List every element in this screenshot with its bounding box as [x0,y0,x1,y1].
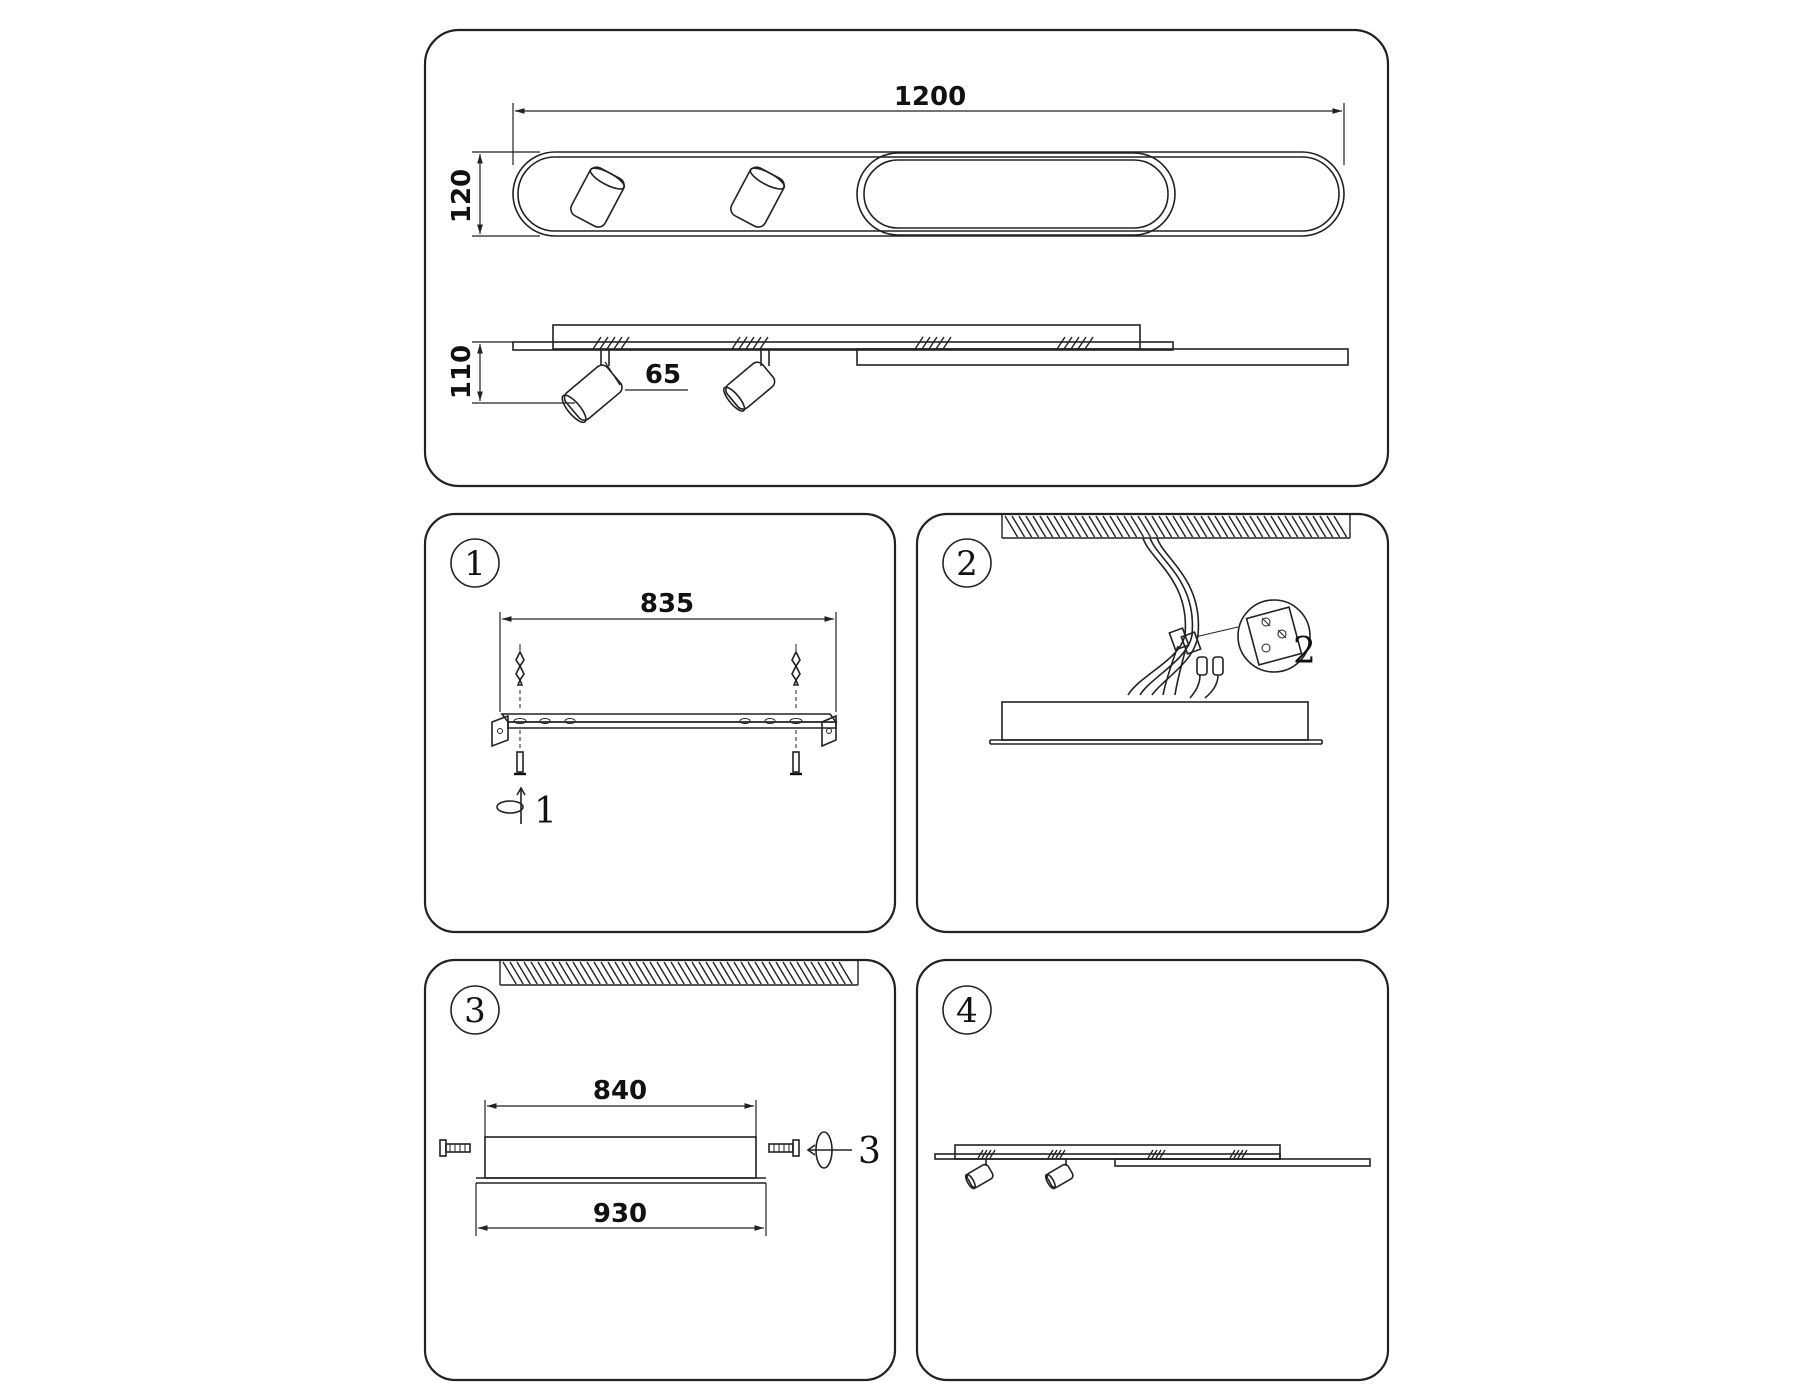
height-dimension-label: 110 [447,344,477,400]
dimension-drawing-panel [425,30,1388,486]
step-3-action-label: 3 [858,1131,881,1172]
step-1-panel [425,514,895,932]
width-dimension-label: 120 [447,168,477,224]
length-dimension-label: 1200 [893,82,967,112]
step-2-action-label: 2 [1293,631,1316,672]
spot-projection-label: 65 [644,360,682,390]
step-number: 1 [464,544,486,584]
step-4-panel [917,960,1388,1380]
box-length-label: 840 [592,1076,648,1106]
step-number: 2 [956,544,978,584]
step-number: 4 [956,991,978,1031]
bracket-length-label: 835 [639,589,695,619]
step-1-action-label: 1 [534,791,557,832]
step-3-panel [425,960,895,1380]
step-2-panel [917,514,1388,932]
plate-length-label: 930 [592,1199,648,1229]
step-number: 3 [464,991,486,1031]
